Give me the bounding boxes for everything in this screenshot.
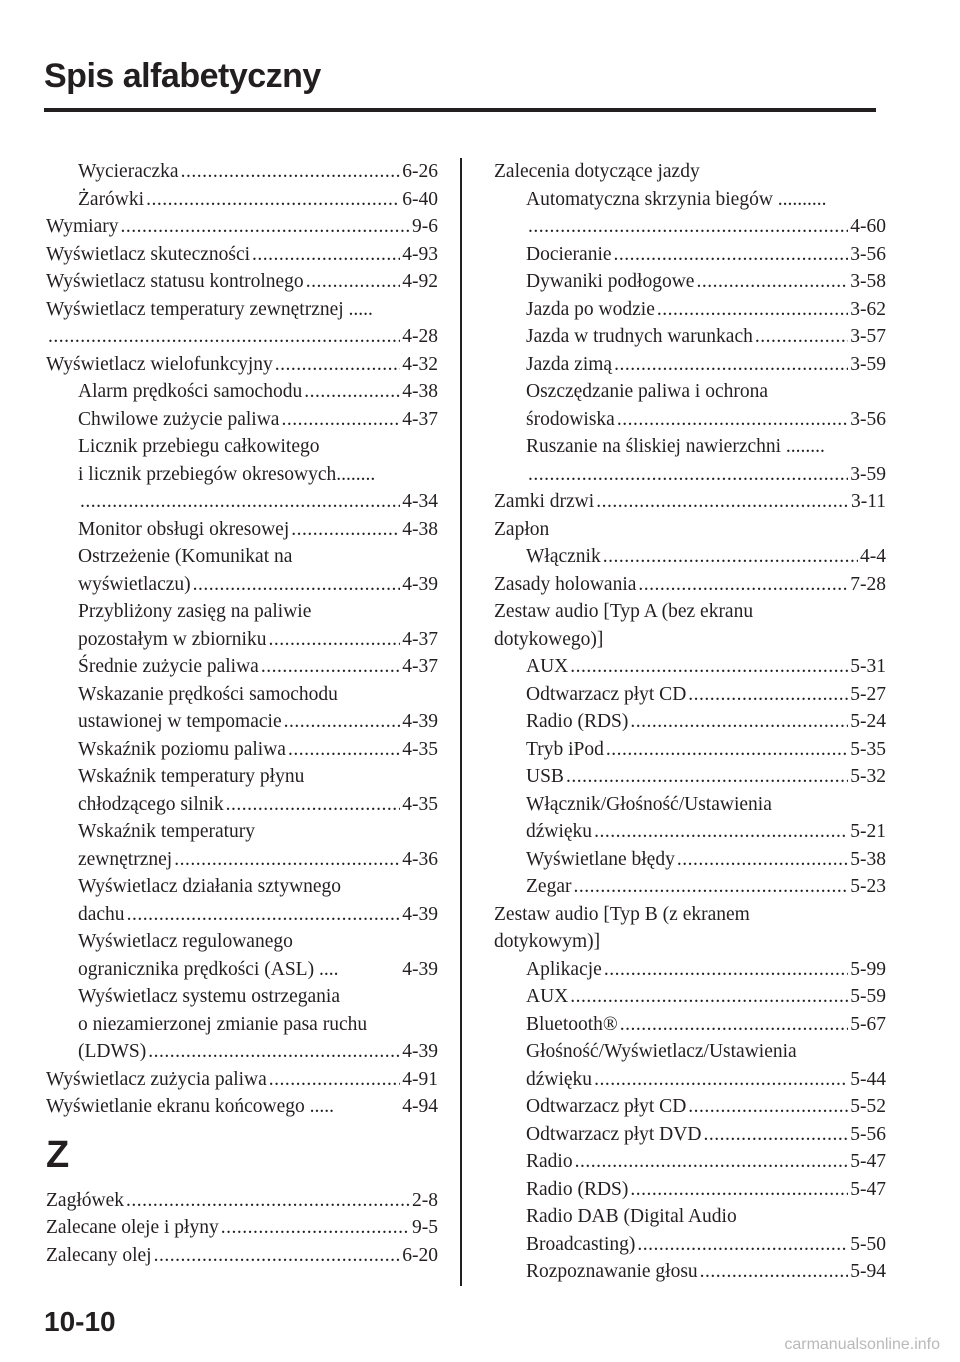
entry-page-ref: 4-32 [402,353,438,375]
entry-label: Zamki drzwi [494,491,595,512]
entry-label: Przybliżony zasięg na paliwie [78,601,312,622]
entry-label: Zasady holowania [494,573,637,595]
entry-leader-dots [291,516,400,544]
entry-leader-dots [594,1066,848,1094]
entry-label: wyświetlaczu) [78,573,191,595]
entry-label: Aplikacje [526,958,602,980]
index-entry [46,158,438,186]
index-entry [494,653,886,681]
entry-label: dachu [78,903,125,925]
entry-label: Tryb iPod [526,738,604,760]
index-entry [494,736,886,764]
entry-leader-dots [700,1258,849,1286]
entry-page-ref: 5-99 [850,958,886,980]
entry-label: Radio DAB (Digital Audio [526,1206,737,1227]
entry-label: Radio (RDS) [526,711,629,732]
index-entry [494,571,886,599]
index-entry [46,213,438,241]
index-entry [494,1038,886,1066]
watermark: carmanualsonline.info [784,1336,940,1353]
entry-label: zewnętrznej [78,848,173,870]
entry-page-ref: 5-94 [850,1261,886,1282]
entry-label: Włącznik/Głośność/Ustawienia [526,793,772,815]
entry-label: Wyświetlacz działania sztywnego [78,876,342,897]
entry-leader-dots [657,296,848,324]
entry-page-ref: 5-47 [850,1151,886,1172]
index-entry [494,1121,886,1149]
entry-label: AUX [526,656,569,677]
entry-leader-dots [528,213,848,241]
index-entry [494,323,886,351]
entry-leader-dots [570,983,848,1011]
entry-page-ref: 3-59 [850,463,886,485]
entry-page-ref: 3-56 [850,408,886,430]
index-entry [494,1231,886,1259]
entry-label: Wymiary [46,216,119,237]
index-entry [46,571,438,599]
entry-page-ref: 4-60 [850,216,886,237]
entry-label: Żarówki [78,188,145,210]
index-entry [46,543,438,571]
index-entry [494,626,886,654]
index-entry [494,461,886,489]
entry-page-ref: 4-35 [402,738,438,760]
entry-page-ref: 5-59 [850,986,886,1007]
index-entry [46,1093,438,1121]
entry-leader-dots [306,268,401,296]
entry-page-ref: 4-39 [402,958,438,980]
entry-leader-dots [637,1231,848,1259]
entry-page-ref: 3-58 [850,271,886,292]
entry-label: Automatyczna skrzynia biegów .......... [526,188,827,210]
entry-page-ref: 4-38 [402,381,438,402]
index-column-right [494,158,886,1286]
index-entry [46,598,438,626]
entry-label: Zalecenia dotyczące jazdy [494,161,700,182]
entry-label: Radio [526,1151,573,1172]
entry-page-ref: 2-8 [412,1189,438,1211]
entry-leader-dots [594,818,848,846]
entry-page-ref: 5-50 [850,1233,886,1255]
entry-label: Broadcasting) [526,1233,636,1255]
entry-label: Odtwarzacz płyt CD [526,1096,687,1117]
entry-label: Wyświetlane błędy [526,848,675,870]
entry-page-ref: 4-93 [402,243,438,265]
section-letter: Z [46,1133,70,1176]
entry-label: Zagłówek [46,1189,124,1211]
entry-leader-dots [252,241,400,269]
index-entry [46,901,438,929]
entry-label: Wskaźnik poziomu paliwa [78,738,286,760]
entry-label: Ostrzeżenie (Komunikat na [78,546,293,567]
entry-label: Bluetooth® [526,1013,618,1035]
index-entry [494,268,886,296]
entry-leader-dots [606,736,848,764]
entry-page-ref: 9-5 [412,1217,438,1238]
entry-page-ref: 4-39 [402,573,438,595]
index-entry [494,846,886,874]
entry-label: Ruszanie na śliskiej nawierzchni ........ [526,436,825,457]
index-entry [46,626,438,654]
entry-leader-dots [261,653,400,681]
entry-label: Wskaźnik temperatury płynu [78,766,305,787]
entry-page-ref: 4-39 [402,903,438,925]
entry-label: Odtwarzacz płyt CD [526,683,687,705]
entry-leader-dots [284,708,401,736]
entry-page-ref: 4-91 [402,1068,438,1090]
index-entry [46,241,438,269]
entry-page-ref: 5-24 [850,711,886,732]
index-entry [46,461,438,489]
entry-label: ogranicznika prędkości (ASL) .... [78,958,339,980]
index-entry [494,708,886,736]
index-entry [494,1148,886,1176]
entry-label: dźwięku [526,821,593,842]
entry-label: dotykowego)] [494,628,604,650]
entry-page-ref: 4-39 [402,1041,438,1062]
index-entry [46,323,438,351]
index-entry [494,873,886,901]
index-entry [494,543,886,571]
entry-label: Licznik przebiegu całkowitego [78,436,320,457]
entry-page-ref: 4-94 [402,1096,438,1117]
entry-page-ref: 6-20 [402,1244,438,1266]
index-entry [494,791,886,819]
entry-leader-dots [269,1066,400,1094]
entry-leader-dots [154,1242,401,1270]
page-number: 10-10 [44,1306,116,1337]
index-entry [46,763,438,791]
entry-label: Wskaźnik temperatury [78,821,256,842]
entry-label: Chwilowe zużycie paliwa [78,408,280,430]
entry-leader-dots [528,461,848,489]
entry-leader-dots [127,901,401,929]
entry-label: AUX [526,986,569,1007]
entry-leader-dots [614,351,848,379]
index-entry [494,296,886,324]
entry-label: Wyświetlacz zużycia paliwa [46,1068,267,1090]
entry-page-ref: 5-44 [850,1068,886,1090]
index-entry [46,983,438,1011]
index-column-left [46,158,438,1269]
index-entry [46,378,438,406]
entry-leader-dots [146,186,400,214]
index-entry [46,1242,438,1270]
entry-leader-dots [288,736,400,764]
entry-label: Docieranie [526,243,612,265]
entry-label: Jazda w trudnych warunkach [526,326,753,347]
entry-leader-dots [275,351,400,379]
index-entry [494,901,886,929]
entry-label: Jazda po wodzie [526,298,655,320]
entry-leader-dots [193,571,401,599]
entry-leader-dots [604,956,848,984]
entry-label: Rozpoznawanie głosu [526,1261,698,1282]
index-entry [494,1258,886,1286]
entry-label: Zestaw audio [Typ B (z ekranem [494,903,750,925]
index-entry [494,818,886,846]
entry-label: Jazda zimą [526,353,613,375]
header-rule [44,108,876,112]
entry-label: o niezamierzonej zmianie pasa ruchu [78,1013,368,1035]
index-entry [46,296,438,324]
entry-leader-dots [630,708,848,736]
entry-page-ref: 5-35 [850,738,886,760]
index-entry [494,1066,886,1094]
index-entry [494,598,886,626]
index-entry [494,763,886,791]
entry-label: (LDWS) [78,1041,147,1062]
entry-label: Głośność/Wyświetlacz/Ustawienia [526,1041,797,1062]
entry-leader-dots [614,241,849,269]
entry-page-ref: 5-31 [850,656,886,677]
entry-page-ref: 4-38 [402,518,438,540]
entry-leader-dots [703,1121,848,1149]
entry-page-ref: 5-52 [850,1096,886,1117]
index-entry [46,186,438,214]
entry-leader-dots [603,543,858,571]
entry-page-ref: 4-36 [402,848,438,870]
entry-leader-dots [630,1176,848,1204]
index-entry [46,1187,438,1215]
index-entry [494,488,886,516]
index-entry [494,433,886,461]
index-entry [494,351,886,379]
entry-leader-dots [221,1214,410,1242]
entry-leader-dots [575,1148,849,1176]
column-divider [460,158,462,1286]
index-entry [46,268,438,296]
entry-label: Wyświetlacz skuteczności [46,243,251,265]
entry-page-ref: 5-23 [850,876,886,897]
entry-label: Średnie zużycie paliwa [78,656,259,677]
entry-page-ref: 4-35 [402,793,438,815]
entry-page-ref: 5-38 [850,848,886,870]
index-entry [46,708,438,736]
entry-leader-dots [120,213,410,241]
entry-leader-dots [688,1093,848,1121]
entry-page-ref: 7-28 [850,573,886,595]
index-entry [494,378,886,406]
index-entry [494,1203,886,1231]
index-entry [494,956,886,984]
index-entry [46,516,438,544]
index-entry [46,351,438,379]
entry-label: dotykowym)] [494,931,601,952]
entry-leader-dots [638,571,848,599]
entry-leader-dots [304,378,400,406]
index-entry [46,433,438,461]
entry-label: Wskazanie prędkości samochodu [78,683,338,705]
index-entry [494,406,886,434]
entry-page-ref: 3-56 [850,243,886,265]
entry-label: Monitor obsługi okresowej [78,518,290,540]
index-entry [46,1038,438,1066]
entry-label: środowiska [526,408,615,430]
index-entry [494,1093,886,1121]
entry-label: Wyświetlacz regulowanego [78,931,293,952]
index-entry [46,791,438,819]
entry-page-ref: 5-27 [850,683,886,705]
entry-leader-dots [281,406,400,434]
index-entry [46,1214,438,1242]
index-entry [46,846,438,874]
entry-label: chłodzącego silnik [78,793,224,815]
index-entry [494,186,886,214]
entry-leader-dots [596,488,849,516]
entry-page-ref: 4-34 [402,491,438,512]
index-entry [46,736,438,764]
entry-page-ref: 3-62 [850,298,886,320]
index-entry [494,681,886,709]
entry-page-ref: 4-39 [402,711,438,732]
entry-page-ref: 5-47 [850,1178,886,1200]
index-entry [46,1066,438,1094]
entry-page-ref: 3-59 [850,353,886,375]
index-entry [46,818,438,846]
page-title: Spis alfabetyczny [44,57,321,95]
entry-page-ref: 4-37 [402,628,438,650]
entry-label: Zestaw audio [Typ A (bez ekranu [494,601,754,622]
entry-label: Radio (RDS) [526,1178,629,1200]
entry-page-ref: 5-56 [850,1123,886,1145]
entry-leader-dots [573,873,848,901]
entry-label: Odtwarzacz płyt DVD [526,1123,702,1145]
entry-leader-dots [226,791,401,819]
entry-page-ref: 4-28 [402,326,438,347]
entry-leader-dots [677,846,848,874]
index-entry [46,406,438,434]
index-entry [494,983,886,1011]
entry-label: Włącznik [526,546,601,567]
entry-label: Wyświetlanie ekranu końcowego ..... [46,1096,334,1117]
entry-leader-dots [80,488,400,516]
entry-leader-dots [696,268,848,296]
entry-label: USB [526,766,564,787]
entry-page-ref: 4-4 [860,546,886,567]
entry-page-ref: 5-21 [850,821,886,842]
entry-page-ref: 9-6 [412,216,438,237]
entry-leader-dots [620,1011,849,1039]
entry-leader-dots [174,846,400,874]
entry-leader-dots [126,1187,410,1215]
index-entry [46,681,438,709]
entry-leader-dots [181,158,401,186]
entry-label: Wyświetlacz systemu ostrzegania [78,986,340,1007]
entry-page-ref: 4-92 [402,271,438,292]
index-entry [494,158,886,186]
entry-page-ref: 5-67 [850,1013,886,1035]
index-entry [494,928,886,956]
entry-page-ref: 6-26 [402,161,438,182]
index-entry [46,873,438,901]
entry-label: Wycieraczka [78,161,179,182]
entry-label: Oszczędzanie paliwa i ochrona [526,381,768,402]
entry-leader-dots [688,681,848,709]
entry-page-ref: 3-57 [850,326,886,347]
entry-label: Zapłon [494,518,550,540]
entry-page-ref: 6-40 [402,188,438,210]
entry-label: dźwięku [526,1068,593,1090]
entry-label: Wyświetlacz statusu kontrolnego [46,271,304,292]
index-entry [46,1011,438,1039]
entry-leader-dots [570,653,848,681]
entry-leader-dots [268,626,400,654]
entry-label: ustawionej w tempomacie [78,711,282,732]
entry-page-ref: 4-37 [402,656,438,677]
entry-page-ref: 4-37 [402,408,438,430]
entry-leader-dots [48,323,400,351]
entry-label: Wyświetlacz wielofunkcyjny [46,353,273,375]
index-entry [46,488,438,516]
index-entry [46,956,438,984]
entry-page-ref: 3-11 [850,491,886,512]
index-entry [494,1011,886,1039]
entry-label: pozostałym w zbiorniku [78,628,267,650]
index-entry [494,516,886,544]
entry-label: Zalecany olej [46,1244,152,1266]
index-entry [494,1176,886,1204]
entry-label: Dywaniki podłogowe [526,271,695,292]
index-entry [46,928,438,956]
entry-label: Alarm prędkości samochodu [78,381,303,402]
entry-leader-dots [617,406,848,434]
index-entry [46,653,438,681]
entry-label: Zalecane oleje i płyny [46,1217,219,1238]
entry-leader-dots [148,1038,400,1066]
entry-label: Wyświetlacz temperatury zewnętrznej ..... [46,298,373,320]
entry-leader-dots [755,323,848,351]
entry-leader-dots [566,763,848,791]
entry-page-ref: 5-32 [850,766,886,787]
index-entry [494,213,886,241]
entry-label: i licznik przebiegów okresowych........ [78,463,376,485]
entry-label: Zegar [526,876,572,897]
index-entry [494,241,886,269]
